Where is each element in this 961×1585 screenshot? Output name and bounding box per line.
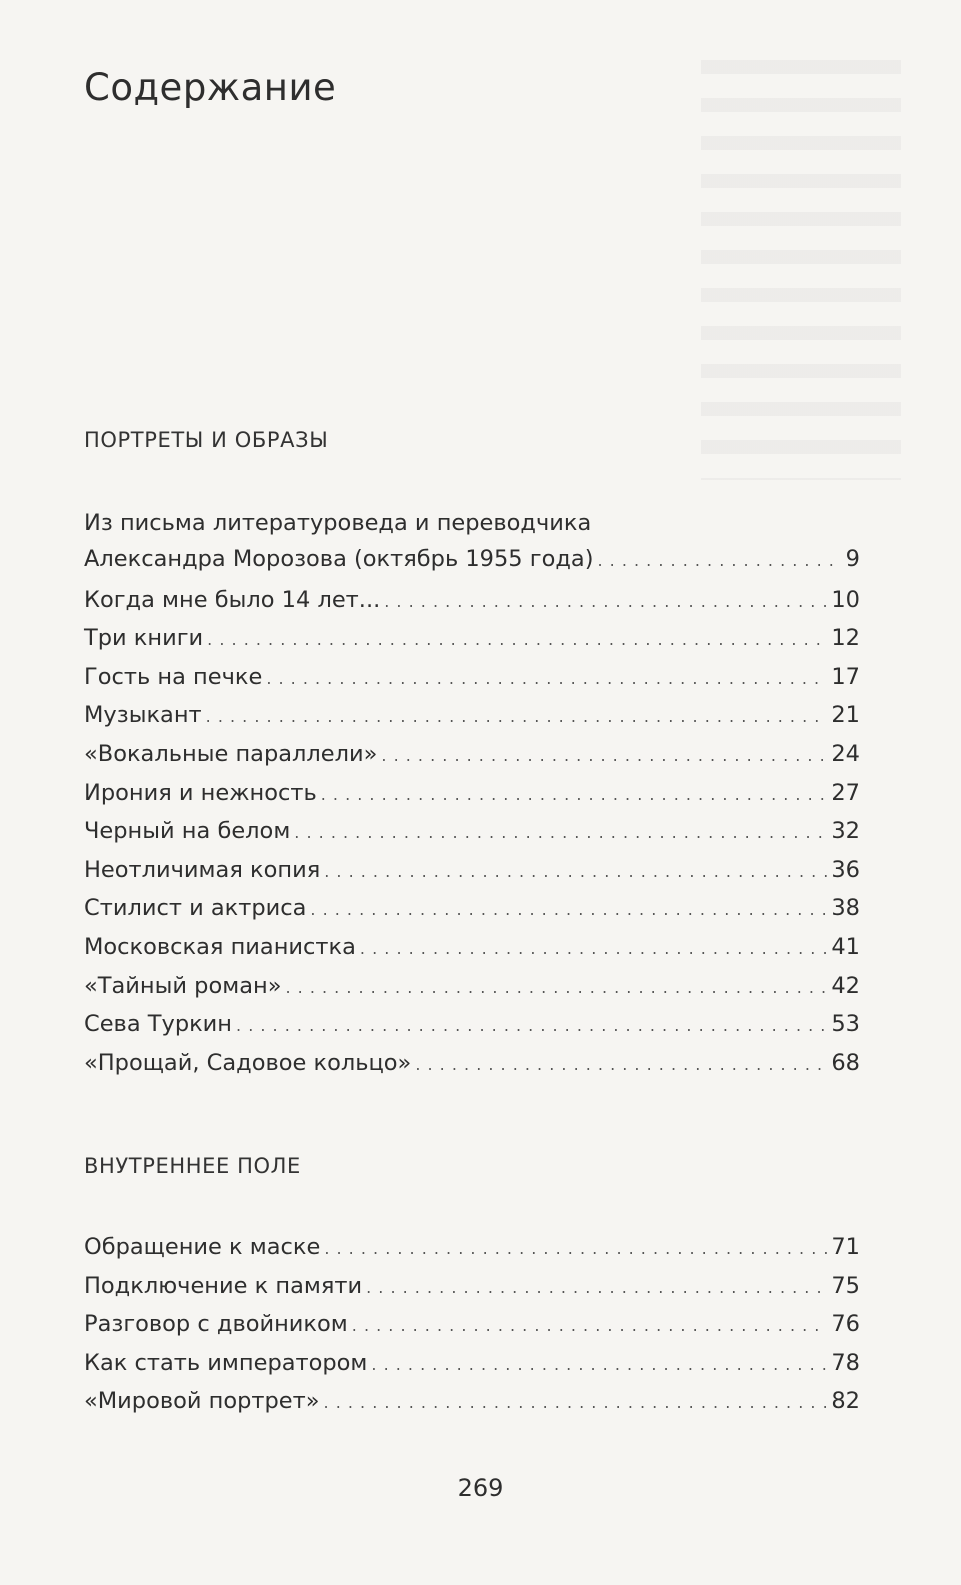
dot-leader [294, 814, 827, 853]
toc-entry-page-number: 82 [831, 1388, 860, 1415]
toc-entry-page-number: 42 [831, 972, 860, 999]
toc-entry-title: Черный на белом [84, 818, 291, 845]
toc-entry-title: Неотличимая копия [84, 856, 321, 883]
toc-entry-title: Гость на печке [84, 663, 263, 690]
toc-entry-row [84, 851, 860, 892]
toc-entry [84, 967, 860, 1006]
toc-entry-row [84, 928, 860, 969]
toc-entry-row [84, 967, 860, 1008]
toc-entry-title: «Мировой портрет» [84, 1388, 320, 1415]
toc-entry-title: Стилист и актриса [84, 895, 307, 922]
toc-entry-title: «Вокальные параллели» [84, 740, 378, 767]
toc-entry-row [84, 889, 860, 930]
dot-leader [415, 1046, 827, 1085]
toc-entry [84, 658, 860, 697]
toc-entry-row [84, 696, 860, 737]
toc-entry [84, 1382, 860, 1421]
section-heading-inner-field: ВНУТРЕННЕЕ ПОЛЕ [84, 1154, 301, 1178]
toc-list-portraits [84, 506, 860, 1082]
toc-entry [84, 1344, 860, 1383]
toc-entry-title: «Прощай, Садовое кольцо» [84, 1049, 412, 1076]
toc-entry-page-number: 27 [831, 779, 860, 806]
section-heading-portraits: ПОРТРЕТЫ И ОБРАЗЫ [84, 428, 329, 452]
toc-entry [84, 696, 860, 735]
toc-entry-page-number: 12 [831, 625, 860, 652]
dot-leader [207, 621, 827, 660]
toc-entry-row [84, 1044, 860, 1085]
toc-entry [84, 812, 860, 851]
dot-leader [321, 776, 828, 815]
toc-entry-page-number: 21 [831, 702, 860, 729]
page-number: 269 [457, 1474, 504, 1502]
dot-leader [360, 930, 827, 969]
toc-entry-row [84, 774, 860, 815]
toc-entry [84, 1044, 860, 1083]
dot-leader [285, 969, 827, 1008]
toc-entry-row [84, 1228, 860, 1269]
page-title: Содержание [84, 66, 337, 109]
toc-entry [84, 851, 860, 890]
dot-leader [384, 583, 827, 622]
toc-entry-row [84, 658, 860, 699]
toc-entry-page-number: 71 [831, 1234, 860, 1260]
reverse-side-show-through [701, 60, 901, 480]
toc-entry [84, 506, 860, 581]
dot-leader [352, 1307, 828, 1346]
toc-entry-title: Московская пианистка [84, 933, 356, 960]
toc-entry [84, 1005, 860, 1044]
dot-leader [381, 737, 827, 776]
toc-entry-row [84, 1005, 860, 1046]
toc-entry [84, 774, 860, 813]
dot-leader [371, 1346, 827, 1385]
toc-entry-row [84, 1305, 860, 1346]
dot-leader [597, 542, 836, 581]
toc-entry [84, 619, 860, 658]
toc-entry [84, 1228, 860, 1267]
toc-entry [84, 889, 860, 928]
toc-entry-row [84, 581, 860, 622]
toc-entry-page-number: 76 [831, 1311, 860, 1338]
dot-leader [266, 660, 827, 699]
toc-entry-title: Обращение к маске [84, 1234, 321, 1260]
toc-entry-row [84, 1267, 860, 1308]
toc-entry-page-number: 78 [831, 1349, 860, 1376]
toc-entry-page-number: 53 [831, 1011, 860, 1038]
toc-entry-row [84, 812, 860, 853]
toc-entry-title: Сева Туркин [84, 1011, 233, 1038]
toc-entry-title: Музыкант [84, 702, 202, 729]
toc-entry-title-line1: Из письма литературоведа и переводчика [84, 510, 592, 536]
toc-entry-page-number: 75 [831, 1272, 860, 1299]
toc-entry-page-number: 68 [831, 1049, 860, 1076]
toc-entry-title: Когда мне было 14 лет... [84, 586, 381, 613]
toc-entry [84, 928, 860, 967]
toc-entry-page-number: 10 [831, 586, 860, 613]
toc-entry-title: Ирония и нежность [84, 779, 317, 806]
dot-leader [324, 853, 827, 892]
toc-entry-title: «Тайный роман» [84, 972, 282, 999]
dot-leader [324, 1230, 827, 1269]
toc-entry-title: Александра Морозова (октябрь 1955 года) [84, 546, 594, 572]
dot-leader [236, 1007, 827, 1046]
toc-entry-row [84, 1382, 860, 1423]
toc-entry-page-number: 24 [831, 740, 860, 767]
dot-leader [310, 891, 827, 930]
toc-entry-page-number: 36 [831, 856, 860, 883]
toc-entry-title: Три книги [84, 625, 204, 652]
toc-entry-page-number: 38 [831, 895, 860, 922]
dot-leader [366, 1269, 827, 1308]
toc-entry-row [84, 735, 860, 776]
toc-list-inner-field [84, 1228, 860, 1421]
toc-entry [84, 1305, 860, 1344]
toc-entry-page-number: 32 [831, 818, 860, 845]
toc-entry-page-number: 17 [831, 663, 860, 690]
toc-entry-title: Разговор с двойником [84, 1311, 348, 1338]
dot-leader [324, 1384, 828, 1423]
toc-entry-page-number: 41 [831, 933, 860, 960]
dot-leader [206, 698, 828, 737]
toc-entry-row [84, 619, 860, 660]
toc-entry [84, 581, 860, 620]
toc-entry-title: Как стать императором [84, 1349, 368, 1376]
toc-entry-row [84, 540, 860, 581]
toc-entry-title: Подключение к памяти [84, 1272, 363, 1299]
toc-entry [84, 1267, 860, 1306]
toc-entry-row [84, 1344, 860, 1385]
toc-entry [84, 735, 860, 774]
toc-entry-page-number: 9 [845, 546, 860, 572]
